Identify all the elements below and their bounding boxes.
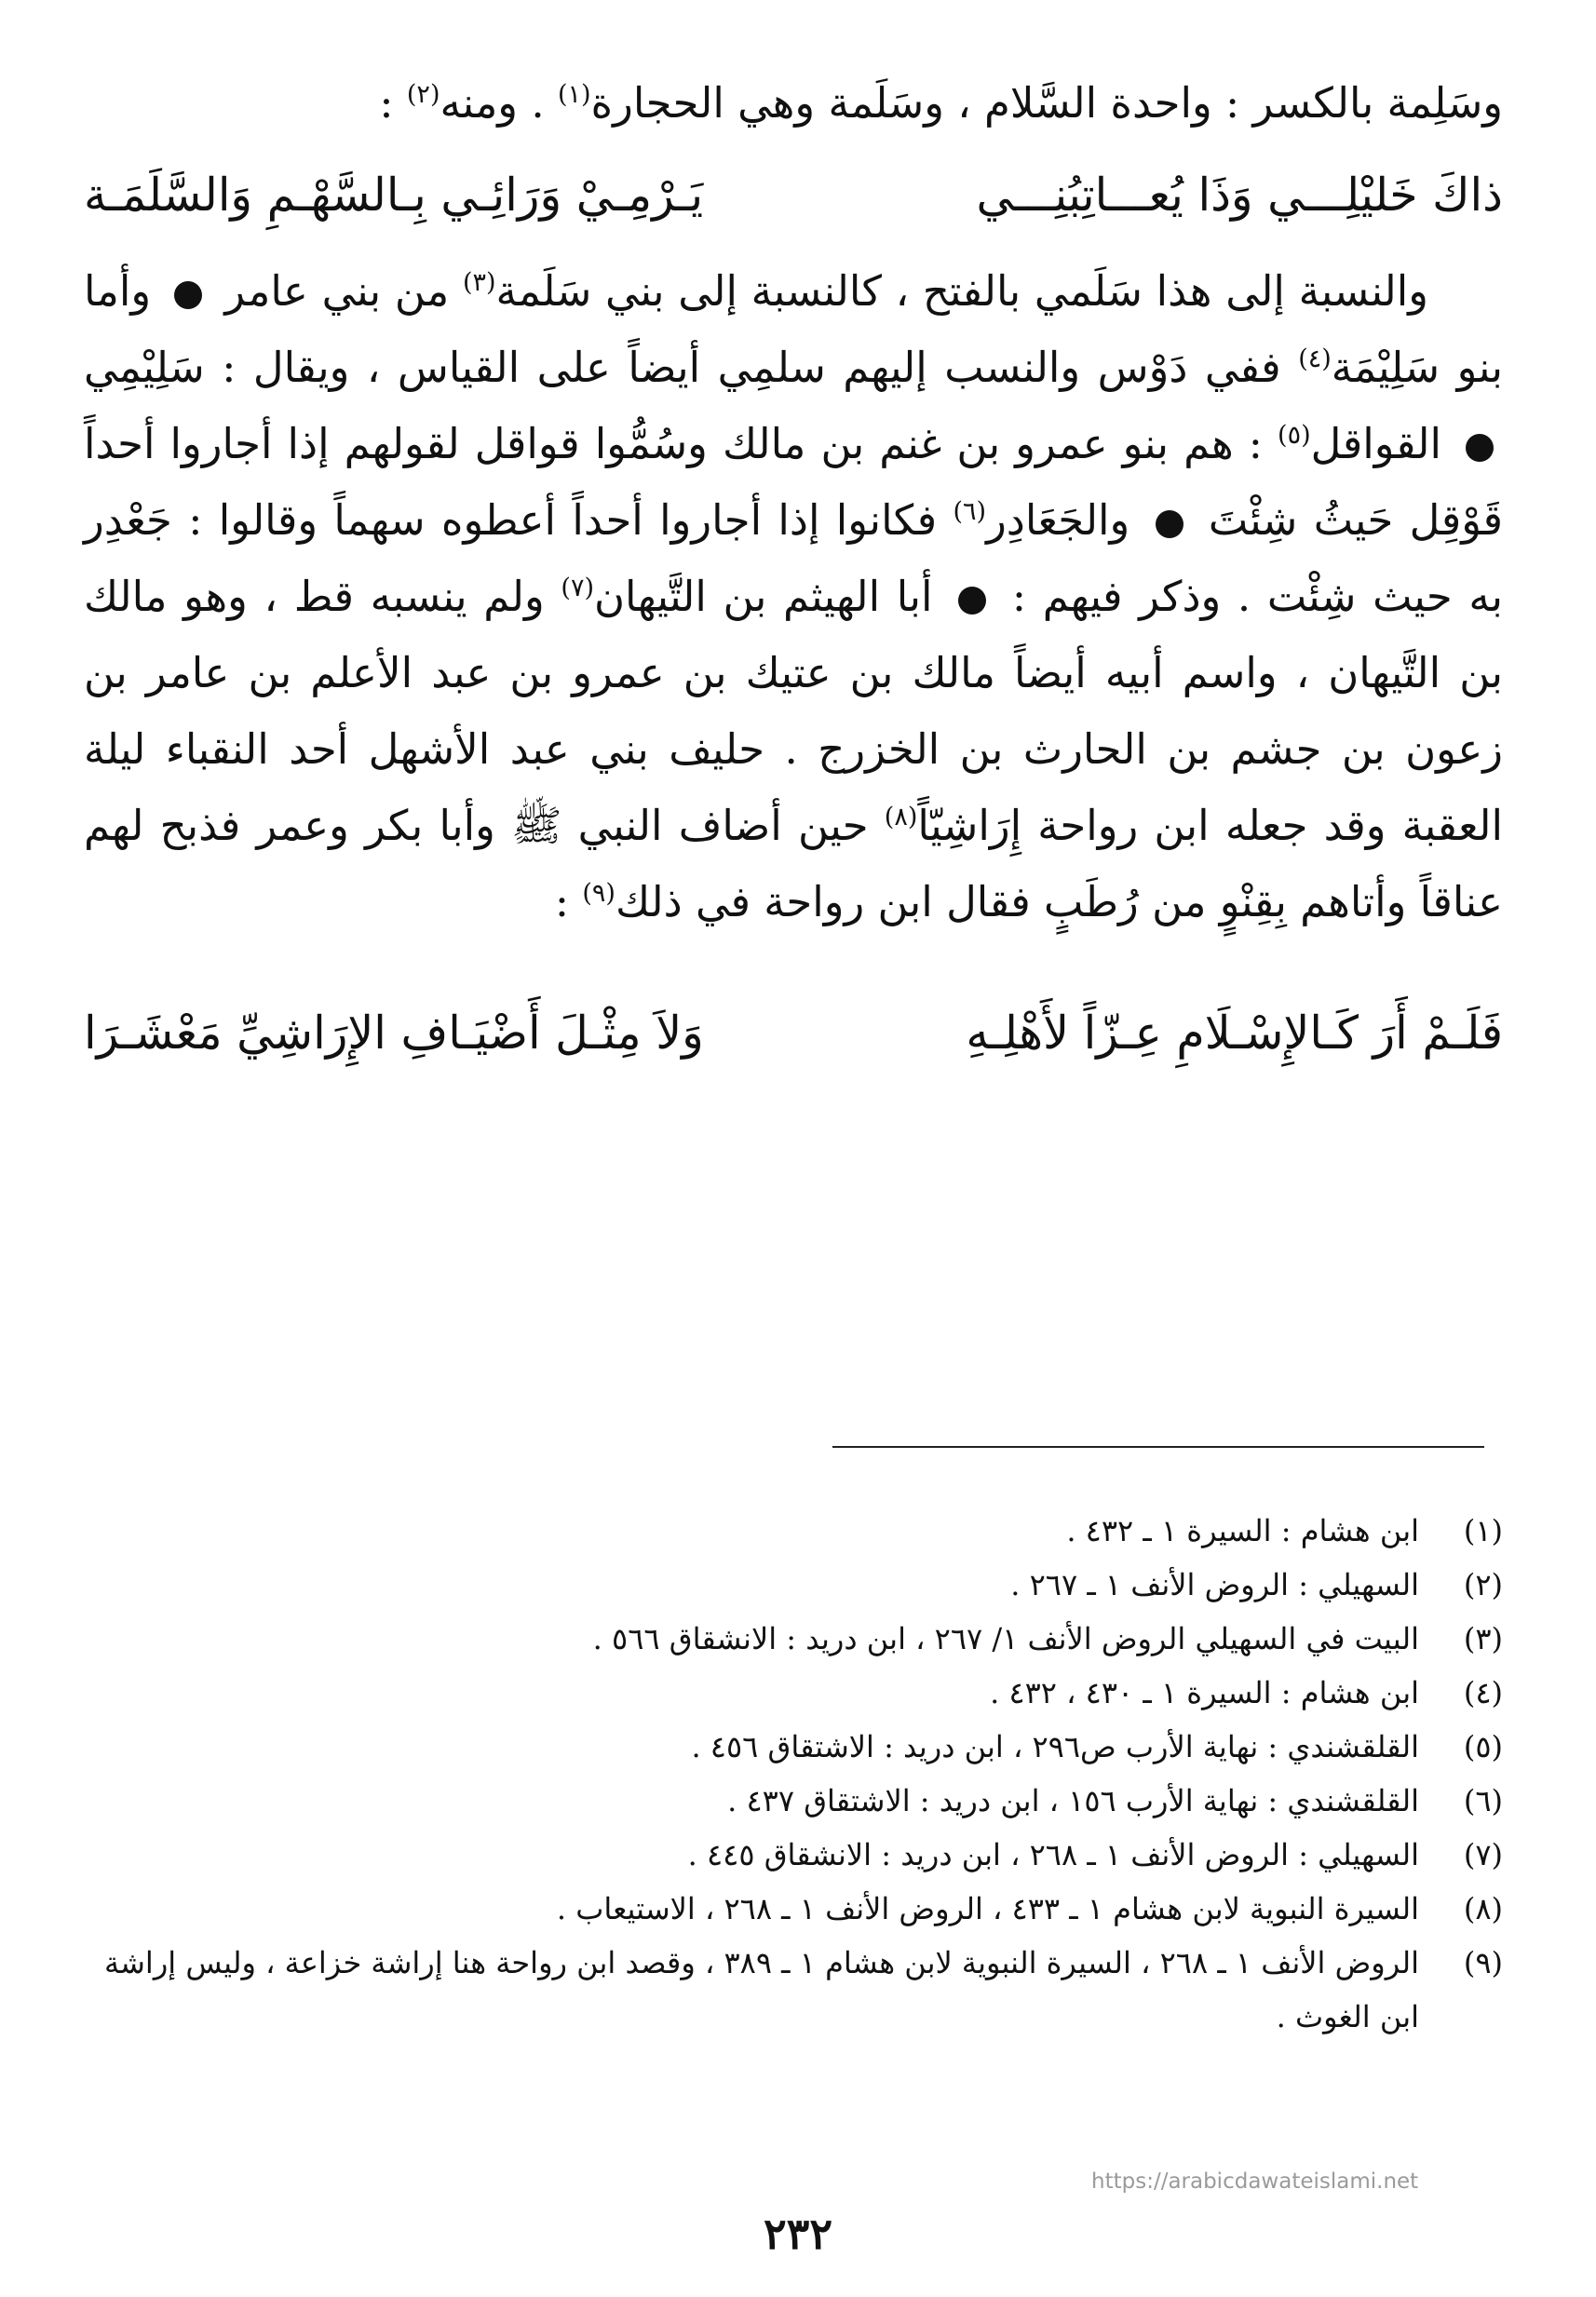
text-span: : bbox=[379, 78, 407, 128]
text-span: من بني عامر bbox=[210, 266, 463, 316]
footnote-ref-1[interactable]: (١) bbox=[557, 80, 591, 109]
text-span: ولم ينسبه قط ، وهو مالك بن التَّيهان ، واسم أبيه أيضاً مالك بن عتيك بن عمرو بن عبد الأعلم بن عامر بن زعون بن جشم بن الحارث بن الخزرج . حليف بني عبد الأشهل أحد النقباء ليلة العقبة وقد جعله ابن رواحة إِرَاشِيّاً bbox=[84, 572, 1504, 850]
footnote bbox=[93, 1882, 1503, 1936]
footnote-number: (٧) bbox=[1463, 1837, 1503, 1872]
footnote bbox=[93, 1936, 1503, 2044]
footnote-text: السهيلي : الروض الأنف ١ ـ ٢٦٧ . bbox=[1010, 1567, 1419, 1602]
footnote-number: (٣) bbox=[1463, 1621, 1503, 1656]
footnote-number: (٤) bbox=[1463, 1675, 1503, 1710]
footnote-text: ابن هشام : السيرة ١ ـ ٤٣٠ ، ٤٣٢ . bbox=[990, 1675, 1419, 1710]
footnote-ref-8[interactable]: (٨) bbox=[884, 803, 918, 831]
footnote-ref-4[interactable]: (٤) bbox=[1298, 345, 1332, 373]
main-text bbox=[84, 65, 1503, 1091]
footnote-number: (٩) bbox=[1463, 1945, 1503, 1980]
footnote-text: السيرة النبوية لابن هشام ١ ـ ٤٣٣ ، الروض الأنف ١ ـ ٢٦٨ ، الاستيعاب . bbox=[556, 1891, 1419, 1926]
verse-1 bbox=[84, 149, 1503, 242]
main-paragraph bbox=[84, 253, 1503, 940]
text-span: القواقل bbox=[1310, 419, 1457, 468]
page-number: ٢٣٢ bbox=[763, 2209, 833, 2259]
text-span: ففي دَوْس والنسب إليهم سلمِي أيضاً على القياس ، ويقال : سَلِيْمِي bbox=[84, 343, 1299, 392]
footnote-ref-6[interactable]: (٦) bbox=[953, 497, 987, 526]
footnote bbox=[93, 1504, 1503, 1558]
verse-2-first-hemistich: فَلَـمْ أَرَ كَـالإِسْـلَامِ عِـزّاً لأَهْلِـهِ bbox=[966, 1007, 1503, 1060]
footnote-ref-2[interactable]: (٢) bbox=[406, 80, 440, 109]
footnote-number: (٦) bbox=[1463, 1783, 1503, 1818]
footnote-ref-9[interactable]: (٩) bbox=[582, 879, 615, 908]
bullet-icon bbox=[1466, 434, 1494, 462]
footnote bbox=[93, 1774, 1503, 1828]
footnote-text: الروض الأنف ١ ـ ٢٦٨ ، السيرة النبوية لابن هشام ١ ـ ٣٨٩ ، وقصد ابن رواحة هنا إراشة خزاعة ، وليس إراشة ابن الغوث . bbox=[103, 1945, 1419, 2034]
bullet-icon bbox=[1156, 510, 1183, 538]
footnote-text: القلقشندي : نهاية الأرب ١٥٦ ، ابن دريد : الاشتقاق ٤٣٧ . bbox=[727, 1783, 1419, 1818]
opening-line bbox=[84, 65, 1503, 142]
footnote-separator bbox=[832, 1446, 1484, 1448]
footnote-ref-5[interactable]: (٥) bbox=[1278, 421, 1311, 450]
verse-1-second-hemistich: يَـرْمِـيْ وَرَائِـي بِـالسَّهْـمِ وَالسَّلَمَـة bbox=[84, 169, 704, 222]
footnote-text: ابن هشام : السيرة ١ ـ ٤٣٢ . bbox=[1066, 1513, 1419, 1548]
text-span: فكانوا إذا أجاروا أحداً أعطوه سهماً وقالوا : جَعْدِر به حيث شِئْت . وذكر فيهم : bbox=[84, 495, 1504, 621]
footnote bbox=[93, 1666, 1503, 1720]
bullet-icon bbox=[174, 281, 202, 309]
text-span: والجَعَادِر bbox=[986, 495, 1146, 545]
text-span: حين أضاف النبي ﷺ وأبا بكر وعمر فذبح لهم عناقاً وأتاهم بِقِنْوٍ من رُطَبٍ فقال ابن رواحة في ذلك bbox=[84, 801, 1503, 926]
bullet-icon bbox=[958, 587, 986, 615]
footnote bbox=[93, 1828, 1503, 1882]
text-span: : هم بنو عمرو بن غنم بن مالك وسُمُّوا قواقل لقولهم إذا أجاروا أحداً قَوْقِل حَيثُ شِئْتَ bbox=[84, 419, 1503, 545]
verse-1-first-hemistich: ذاكَ خَليْلِـــي وَذَا يُعـــاتِبُنِـــي bbox=[976, 169, 1503, 222]
text-span: والنسبة إلى هذا سَلَمي بالفتح ، كالنسبة إلى بني سَلَمة bbox=[495, 266, 1428, 316]
verse-2 bbox=[84, 987, 1503, 1080]
footnote-number: (٢) bbox=[1463, 1567, 1503, 1602]
footnote-ref-7[interactable]: (٧) bbox=[561, 574, 594, 602]
verse-2-second-hemistich: وَلاَ مِثْـلَ أَضْيَـافِ الإِرَاشِيِّ مَعْشَـرَا bbox=[84, 1007, 704, 1060]
footnote-number: (٨) bbox=[1463, 1891, 1503, 1926]
watermark-url: https://arabicdawateislami.net bbox=[1091, 2169, 1419, 2194]
text-span: وأما بنو سَلِيْمَة bbox=[84, 266, 1503, 392]
footnote bbox=[93, 1558, 1503, 1612]
footnote-text: القلقشندي : نهاية الأرب ص٢٩٦ ، ابن دريد : الاشتقاق ٤٥٦ . bbox=[691, 1729, 1419, 1764]
footnote-number: (٥) bbox=[1463, 1729, 1503, 1764]
footnote-text: البيت في السهيلي الروض الأنف ١/ ٢٦٧ ، ابن دريد : الانشقاق ٥٦٦ . bbox=[592, 1621, 1419, 1656]
footnote bbox=[93, 1612, 1503, 1666]
text-span: . ومنه bbox=[440, 78, 558, 128]
text-span: وسَلِمة بالكسر : واحدة السَّلام ، وسَلَمة وهي الحجارة bbox=[590, 78, 1503, 128]
footnote bbox=[93, 1720, 1503, 1774]
footnote-number: (١) bbox=[1463, 1513, 1503, 1548]
footnote-ref-3[interactable]: (٣) bbox=[462, 268, 496, 297]
text-span: أبا الهيثم بن التَّيهان bbox=[594, 572, 950, 621]
footnote-text: السهيلي : الروض الأنف ١ ـ ٢٦٨ ، ابن دريد : الانشقاق ٤٤٥ . bbox=[687, 1837, 1419, 1872]
footnotes-list bbox=[93, 1504, 1503, 2044]
text-span: : bbox=[554, 877, 583, 926]
